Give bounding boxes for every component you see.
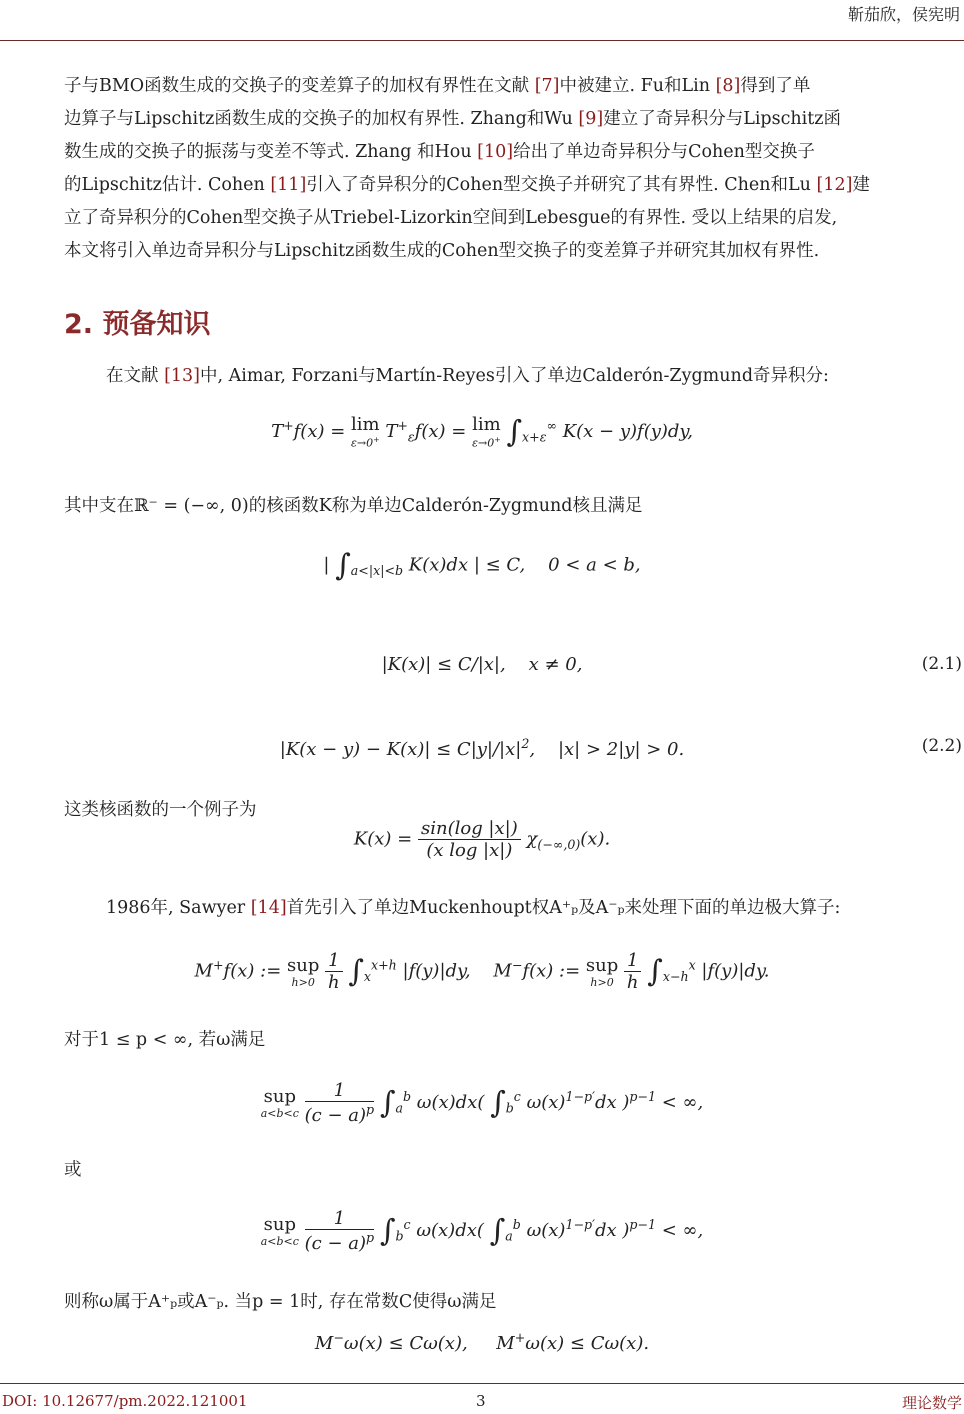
intro-text: 给出了单边奇异积分与Cohen型交换子 xyxy=(513,142,815,162)
paragraph-or: 或 xyxy=(64,1160,82,1180)
intro-line-3 xyxy=(64,136,962,169)
equation-2-1: |K(x)| ≤ C/|x|, x ≠ 0, (2.1) xyxy=(381,654,962,675)
footer-doi-link[interactable]: DOI: 10.12677/pm.2022.121001 xyxy=(2,1392,248,1410)
intro-text: 中被建立. Fu和Lin xyxy=(559,76,716,96)
paragraph-sawyer xyxy=(106,894,840,919)
paragraph-condition: 对于1 ≤ p < ∞, 若ω满足 xyxy=(64,1030,266,1050)
paragraph-example: 这类核函数的一个例子为 xyxy=(64,800,257,820)
section-title: 2. 预备知识 xyxy=(64,309,211,340)
equation-number: (2.2) xyxy=(921,736,962,756)
citation-link[interactable]: [14] xyxy=(250,898,287,918)
equation-2-2: $|K(x - y) - K(x)| \le C|y|/|x|^2$, |x| > 2|y| > 0. (2.2) xyxy=(279,736,962,760)
page-number: 3 xyxy=(476,1392,486,1410)
text: 中, Aimar, Forzani与Martín-Reyes引入了单边Calderón-Zygmund奇异积分: xyxy=(200,366,829,386)
intro-text: 的Lipschitz估计. Cohen xyxy=(64,175,271,195)
intro-text: 建 xyxy=(852,175,870,195)
equation-kernel-bound: | $\int_{a<|x|<b}$ K(x)dx | ≤ C, 0 < a < b, xyxy=(323,548,641,583)
intro-line-4 xyxy=(64,169,962,202)
paragraph-kernel: 其中支在ℝ⁻ = (−∞, 0)的核函数K称为单边Calderón-Zygmund核且满足 xyxy=(64,496,643,516)
citation-link[interactable]: [7] xyxy=(534,76,560,96)
equation-ap-plus: sup a<b<c $\frac{1}{(c - a)^p}$ $\int_a^b$ ω(x)dx( $\int_b^c$ $\omega(x)^{1-p'}dx$ )$^{p-1}$ < ∞, xyxy=(260,1080,704,1126)
equation-ap-minus: sup a<b<c $\frac{1}{(c - a)^p}$ $\int_b^c$ ω(x)dx( $\int_a^b$ $\omega(x)^{1-p'}dx$ )$^{p-1}$ < ∞, xyxy=(260,1208,704,1254)
paragraph-aimar xyxy=(106,362,829,387)
intro-text: 得到了单 xyxy=(740,76,811,96)
citation-link[interactable]: [13] xyxy=(164,366,201,386)
header-authors: 靳茄欣，侯宪明 xyxy=(847,5,960,24)
header-rule xyxy=(0,40,964,41)
citation-link[interactable]: [9] xyxy=(578,109,604,129)
citation-link[interactable]: [10] xyxy=(477,142,514,162)
text: 1986年, Sawyer xyxy=(106,898,251,918)
footer-journal-link[interactable]: 理论数学 xyxy=(901,1394,962,1412)
intro-line-1 xyxy=(64,70,962,103)
intro-text: 数生成的交换子的振荡与变差不等式. Zhang 和Hou xyxy=(64,142,478,162)
text: 在文献 xyxy=(106,366,165,386)
intro-line-2 xyxy=(64,103,962,136)
equation-kernel-example: K(x) = $\frac{\sin(\log |x|)}{\text{(x log |x|)}}$ $\chi_{(-\infty,0)}(x)$. xyxy=(353,818,611,861)
equation-one-sided-integral: T+f(x) = lim ε→0+ $T^+_\varepsilon f(x)$ = lim ε→0+ $\int_{x+\varepsilon}^\infty$ K(x − y)f(y)dy, xyxy=(271,414,693,450)
equation-a1-condition: M−ω(x) ≤ Cω(x), M+ω(x) ≤ Cω(x). xyxy=(314,1330,650,1354)
intro-text: 子与BMO函数生成的交换子的变差算子的加权有界性在文献 xyxy=(64,76,535,96)
intro-line-6: 本文将引入单边奇异积分与Lipschitz函数生成的Cohen型交换子的变差算子并研究其加权有界性. xyxy=(64,241,820,261)
citation-link[interactable]: [8] xyxy=(715,76,741,96)
citation-link[interactable]: [12] xyxy=(816,175,853,195)
equation-number: (2.1) xyxy=(921,654,962,674)
text: 首先引入了单边Muckenhoupt权A⁺ₚ及A⁻ₚ来处理下面的单边极大算子: xyxy=(286,898,841,918)
footer-rule xyxy=(0,1383,964,1384)
citation-link[interactable]: [11] xyxy=(270,175,307,195)
intro-text: 引入了奇异积分的Cohen型交换子并研究了其有界性. Chen和Lu xyxy=(306,175,817,195)
intro-line-5: 立了奇异积分的Cohen型交换子从Triebel-Lizorkin空间到Lebesgue的有界性. 受以上结果的启发, xyxy=(64,208,838,228)
equation-maximal-operators: M+f(x) := sup h>0 $\frac{1}{h}$ $\int_x^{x+h}$ |f(y)|dy, M−f(x) := sup h>0 $\frac{1}{h}$ $\int_{x-h}^x$ |f(y)|dy. xyxy=(194,950,770,993)
intro-paragraph xyxy=(64,70,962,268)
intro-text: 建立了奇异积分与Lipschitz函 xyxy=(603,109,842,129)
paragraph-definition: 则称ω属于A⁺ₚ或A⁻ₚ. 当p = 1时, 存在常数C使得ω满足 xyxy=(64,1292,497,1312)
intro-text: 边算子与Lipschitz函数生成的交换子的加权有界性. Zhang和Wu xyxy=(64,109,579,129)
